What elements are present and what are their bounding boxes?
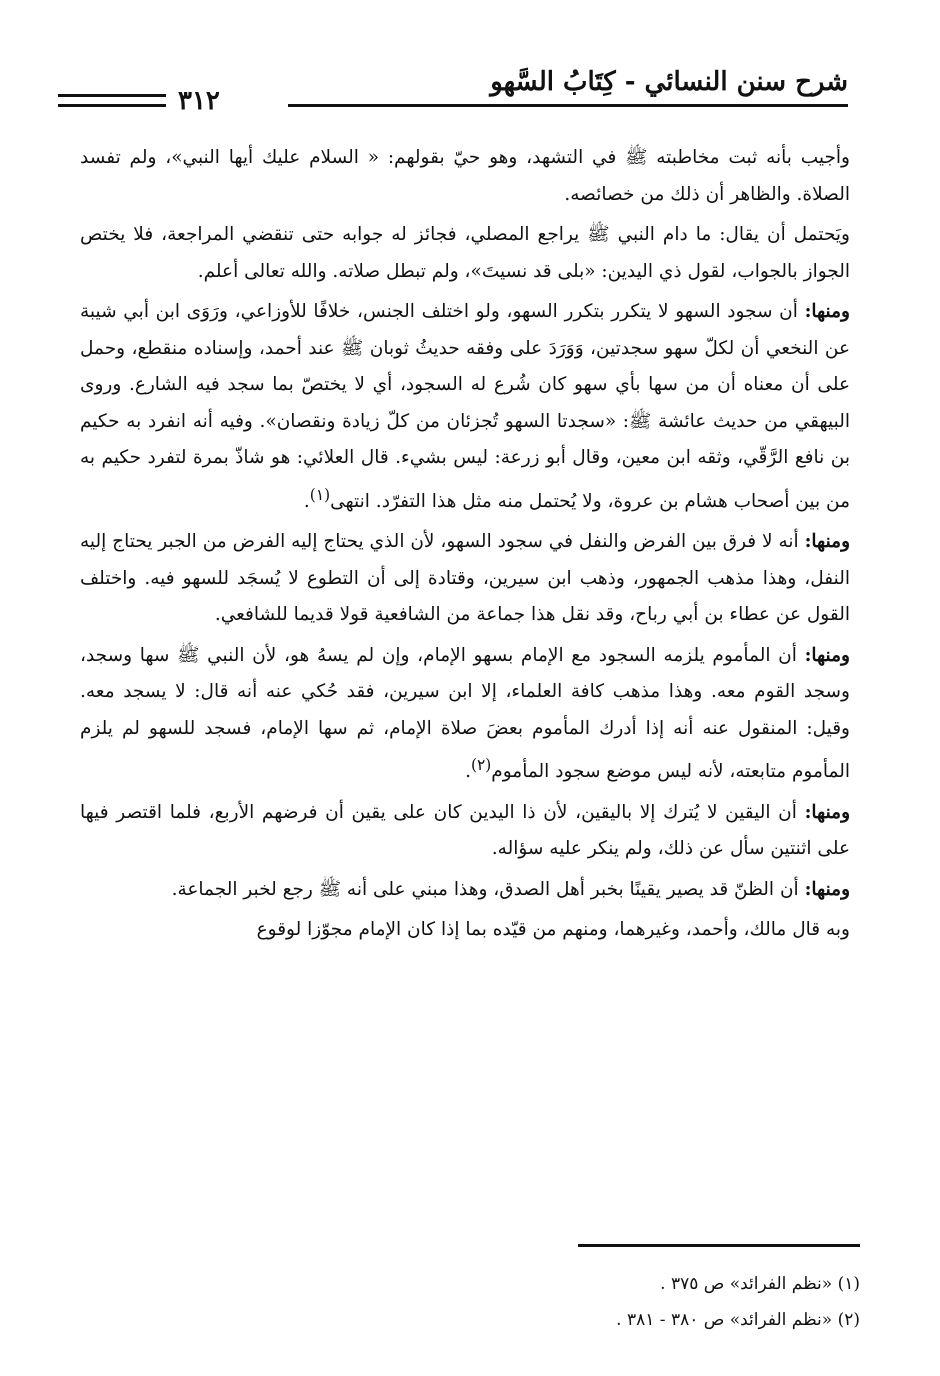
header-rule (288, 104, 848, 107)
paragraph-text: أن اليقين لا يُترك إلا باليقين، لأن ذا اليدين كان على يقين أن فرضهم الأربع، فلما اقتصر فيها على اثنتين سأل عن ذلك، ولم ينكر عليه سؤاله. (80, 801, 850, 860)
paragraph-text: وبه قال مالك، وأحمد، وغيرهما، ومنهم من قيّده بما إذا كان الإمام مجوّزا لوقوع (256, 919, 850, 941)
paragraph-tail: . (465, 761, 471, 783)
footnote-1: (١) «نظم الفرائد» ص ٣٧٥ . (660, 1274, 860, 1294)
footnote-ref[interactable]: (٢) (470, 756, 492, 775)
paragraph-text: أن المأموم يلزمه السجود مع الإمام بسهو الإمام، وإن لم يسهُ هو، لأن النبي ﷺ سها وسجد، وسجد القوم معه. وهذا مذهب كافة العلماء، إلا ابن سيرين، فقد حُكي عنه أنه قال: لا يسجد معه. وقيل: المنقول عنه أنه إذا أدرك المأموم بعضَ صلاة الإمام، ثم سها الإمام، فسجد للسهو لم يلزم المأموم متابعته، لأنه ليس موضع سجود المأموم (80, 644, 850, 783)
paragraph (80, 795, 850, 868)
paragraph-keyword: ومنها: (804, 644, 850, 666)
paragraph-keyword: ومنها: (804, 301, 850, 322)
footnote-2: (٢) «نظم الفرائد» ص ٣٨٠ - ٣٨١ . (616, 1310, 860, 1330)
header-ornament-line (58, 94, 166, 97)
paragraph (80, 217, 850, 290)
footnote-separator (578, 1244, 860, 1247)
paragraph (80, 638, 850, 791)
page-number: ٣١٢ (178, 86, 220, 116)
main-text (80, 140, 850, 953)
paragraph-tail: . (303, 490, 310, 512)
paragraph-text: أنه لا فرق بين الفرض والنفل في سجود السهو، لأن الذي يحتاج إليه الفرض من الجبر يحتاج إليه النفل، وهذا مذهب الجمهور، وذهب ابن سيرين، وقتادة إلى أن التطوع لا يُسجَد للسهو فيه. واختلف القول عن عطاء بن أبي رباح، وقد نقل هذا جماعة من الشافعية قولا قديما للشافعي. (80, 531, 850, 626)
paragraph (80, 524, 850, 634)
paragraph-text: ويَحتمل أن يقال: ما دام النبي ﷺ يراجع المصلي، فجائز له جوابه حتى تنقضي المراجعة، فلا يختص الجواز بالجواب، لقول ذي اليدين: «بلى قد نسيتَ»، ولم تبطل صلاته. والله تعالى أعلم. (80, 224, 850, 282)
paragraph-keyword: ومنها: (804, 878, 850, 900)
paragraph (80, 294, 850, 520)
paragraph-text: أن الظنّ قد يصير يقينًا بخبر أهل الصدق، وهذا مبني على أنه ﷺ رجع لخبر الجماعة. (171, 878, 799, 900)
paragraph-keyword: ومنها: (804, 531, 850, 553)
paragraph (80, 912, 850, 949)
header-title: شرح سنن النسائي - كِتَابُ السَّهو (490, 67, 848, 97)
paragraph (80, 872, 850, 909)
header-ornament-line (58, 104, 166, 107)
footnotes (90, 1266, 860, 1338)
paragraph-keyword: ومنها: (804, 801, 850, 823)
paragraph-text: أن سجود السهو لا يتكرر بتكرر السهو، ولو اختلف الجنس، خلافًا للأوزاعي، ورَوَى ابن أبي شيبة عن النخعي أن لكلّ سهو سجدتين، وَوَرَدَ على وفقه حديثُ ثوبان ﷺ عند أحمد، وإسناده منقطع، وحمل على أن معناه أن من سها بأي سهو كان شُرع له السجود، أي لا يختصّ بما سجد فيه الشارع. وروى البيهقي من حديث عائشة ﷺ: «سجدتا السهو تُجزئان من كلّ زيادة ونقصان». وفيه أنه انفرد به حكيم بن نافع الرَّقّي، وثقه ابن معين، وقال أبو زرعة: ليس بشيء. قال العلائي: هو شاذّ بمرة لتفرد حكيم به من بين أصحاب هشام بن عروة، ولا يُحتمل منه مثل هذا التفرّد. انتهى (80, 301, 850, 512)
running-header (58, 62, 848, 118)
paragraph-text: وأجيب بأنه ثبت مخاطبته ﷺ في التشهد، وهو حيّ بقولهم: « السلام عليك أيها النبي»، ولم تفسد الصلاة. والظاهر أن ذلك من خصائصه. (80, 147, 850, 205)
footnote-ref[interactable]: (١) (309, 485, 331, 504)
paragraph (80, 140, 850, 213)
